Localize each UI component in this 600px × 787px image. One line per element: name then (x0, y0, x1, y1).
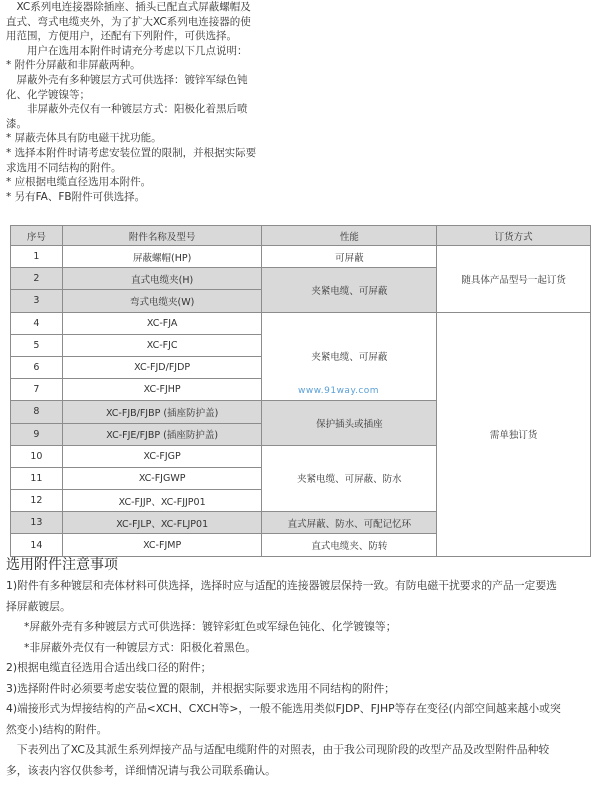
row-no: 5 (11, 334, 63, 356)
row-no: 12 (11, 490, 63, 512)
row-performance: 夹紧电缆、可屏蔽 (262, 312, 437, 401)
intro-line: 用范围，方便用户，还配有下列附件，可供选择。 (6, 30, 237, 43)
row-no: 2 (11, 268, 63, 290)
row-name: 直式电缆夹(H) (62, 268, 262, 290)
notes-line: 4)端接形式为焊接结构的产品<XCH、CXCH等>，一般不能选用类似FJDP、FJHP等存在变径(内部空间越来越小或突 (6, 702, 561, 715)
row-name: XC-FJHP (62, 379, 262, 401)
row-performance: 夹紧电缆、可屏蔽、防水 (262, 445, 437, 512)
row-name: XC-FJGP (62, 445, 262, 467)
header-cell-order: 订货方式 (437, 226, 591, 246)
intro-line: 漆。 (6, 117, 27, 130)
row-performance: 夹紧电缆、可屏蔽 (262, 268, 437, 312)
row-no: 4 (11, 312, 63, 334)
row-no: 14 (11, 534, 63, 556)
row-no: 6 (11, 356, 63, 378)
row-name: XC-FJD/FJDP (62, 356, 262, 378)
notes-section (6, 576, 596, 781)
row-order: 需单独订货 (437, 312, 591, 556)
notes-line: 然变小)结构的附件。 (6, 722, 108, 736)
intro-line: * 选择本附件时请考虑安装位置的限制，并根据实际要 (6, 146, 257, 159)
table-row (11, 312, 591, 334)
header-cell-no: 序号 (11, 226, 63, 246)
row-performance: 直式电缆夹、防转 (262, 534, 437, 556)
row-name: XC-FJB/FJBP (插座防护盖) (62, 401, 262, 423)
intro-line: 求选用不同结构的附件。 (6, 161, 122, 174)
intro-line: 屏蔽外壳有多种镀层方式可供选择：镀锌军绿色钝 (6, 73, 248, 86)
row-name: 弯式电缆夹(W) (62, 290, 262, 312)
notes-line: 多，该表内容仅供参考，详细情况请与我公司联系确认。 (6, 763, 276, 777)
row-performance: 直式屏蔽、防水、可配记忆环 (262, 512, 437, 534)
row-name: XC-FJLP、XC-FLJP01 (62, 512, 262, 534)
watermark: www.91way.com (298, 386, 380, 396)
intro-line: 非屏蔽外壳仅有一种镀层方式：阳极化着黑后喷 (6, 103, 248, 116)
row-no: 8 (11, 401, 63, 423)
notes-line: 下表列出了XC及其派生系列焊接产品与适配电缆附件的对照表，由于我公司现阶段的改型产品及改型附件品种较 (6, 743, 550, 756)
row-no: 10 (11, 445, 63, 467)
row-no: 7 (11, 379, 63, 401)
row-no: 3 (11, 290, 63, 312)
notes-line: 3)选择附件时必须要考虑安装位置的限制，并根据实际要求选用不同结构的附件； (6, 681, 395, 695)
row-no: 9 (11, 423, 63, 445)
notes-title: 选用附件注意事项 (6, 557, 118, 573)
row-name: XC-FJE/FJBP (插座防护盖) (62, 423, 262, 445)
intro-line: * 应根据电缆直径选用本附件。 (6, 176, 152, 189)
notes-line: 2)根据电缆直径选用合适出线口径的附件； (6, 661, 212, 674)
row-performance: 保护插头或插座 (262, 401, 437, 445)
intro-line: 化、化学镀镍等； (6, 88, 90, 101)
intro-line: 用户在选用本附件时请充分考虑以下几点说明： (6, 44, 248, 57)
row-name: XC-FJGWP (62, 467, 262, 489)
row-no: 1 (11, 246, 63, 268)
table-row (11, 246, 591, 268)
row-no: 13 (11, 512, 63, 534)
notes-line: *屏蔽外壳有多种镀层方式可供选择：镀锌彩虹色或军绿色钝化、化学镀镍等； (24, 620, 397, 633)
intro-line: * 附件分屏蔽和非屏蔽两种。 (6, 59, 141, 72)
intro-line: 直式、弯式电缆夹外，为了扩大XC系列电连接器的使 (6, 15, 251, 28)
row-name: XC-FJC (62, 334, 262, 356)
row-name: XC-FJMP (62, 534, 262, 556)
intro-line: * 另有FA、FB附件可供选择。 (6, 190, 146, 203)
header-cell-performance: 性能 (262, 226, 437, 246)
table-header-row (11, 226, 591, 246)
row-name: 屏蔽螺帽(HP) (62, 246, 262, 268)
notes-line: 择屏蔽镀层。 (6, 599, 71, 613)
notes-line: *非屏蔽外壳仅有一种镀层方式：阳极化着黑色。 (24, 640, 257, 654)
row-name: XC-FJJP、XC-FJJP01 (62, 490, 262, 512)
row-no: 11 (11, 467, 63, 489)
intro-line: XC系列电连接器除插座、插头已配直式屏蔽螺帽及 (6, 1, 251, 13)
intro-section (6, 0, 306, 204)
notes-line: 1)附件有多种镀层和壳体材料可供选择，选择时应与适配的连接器镀层保持一致。有防电磁干扰要求的产品一定要选 (6, 579, 557, 592)
row-name: XC-FJA (62, 312, 262, 334)
row-order: 随具体产品型号一起订货 (437, 246, 591, 313)
header-cell-name: 附件名称及型号 (62, 226, 262, 246)
row-performance: 可屏蔽 (262, 246, 437, 268)
intro-line: * 屏蔽壳体具有防电磁干扰功能。 (6, 132, 162, 145)
